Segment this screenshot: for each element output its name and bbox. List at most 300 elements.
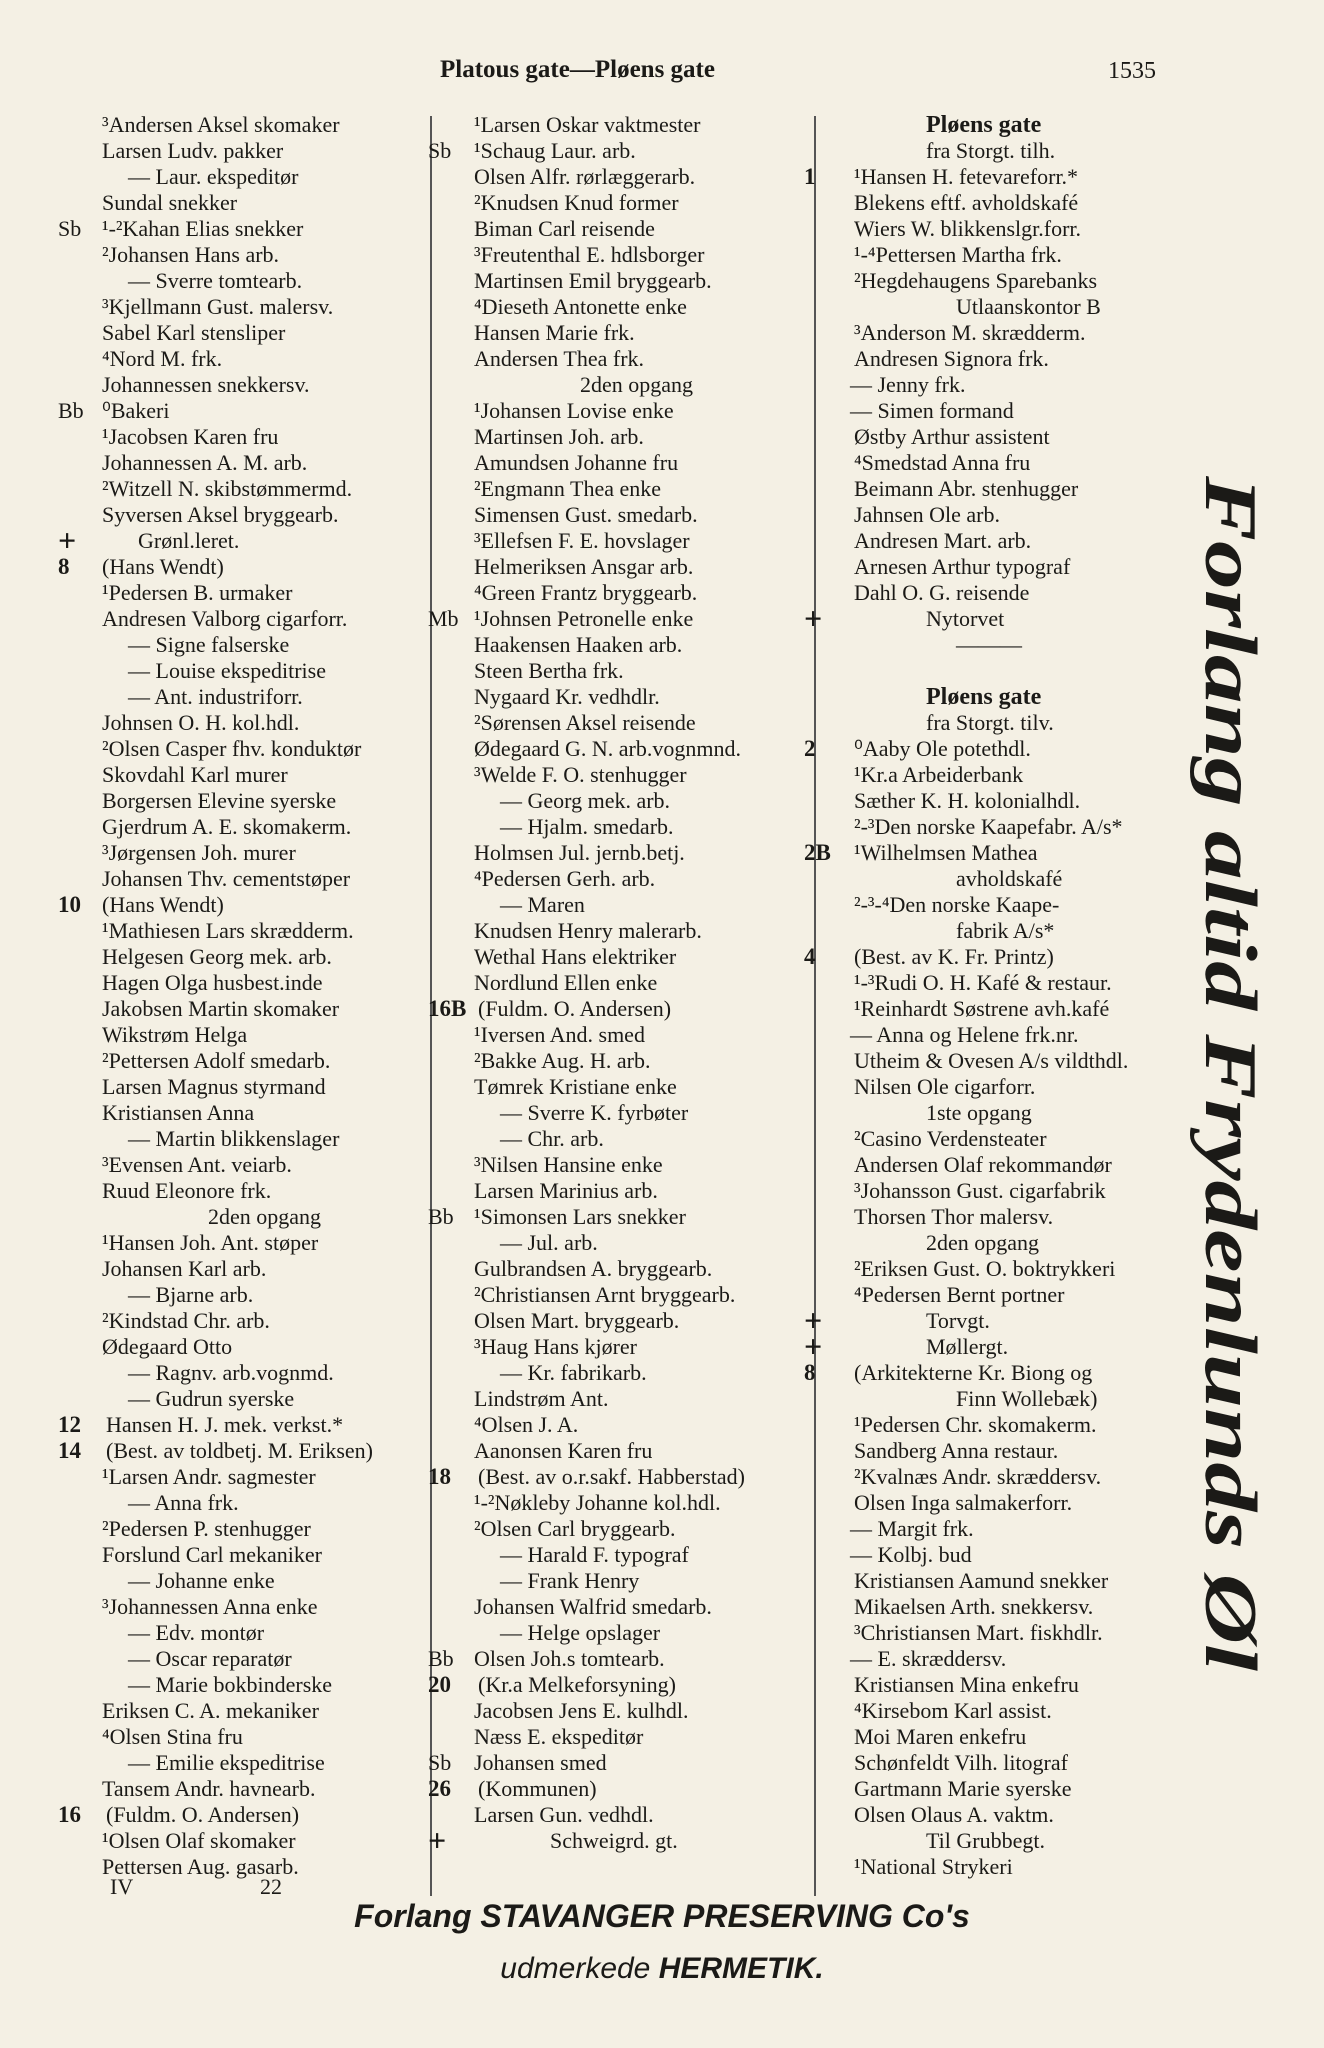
entry-text: Østby Arthur assistent [854,424,1050,449]
entry-text: (Best. av K. Fr. Printz) [854,944,1054,969]
directory-entry [430,1100,810,1126]
entry-text: ²-³-⁴Den norske Kaape- [854,892,1060,917]
directory-entry [806,1776,1180,1802]
entry-text: Nordlund Ellen enke [474,970,658,995]
directory-entry [58,918,436,944]
entry-text: Gjerdrum A. E. skomakerm. [102,814,352,839]
house-number: Bb [58,398,84,423]
house-number: Bb [428,1204,454,1229]
entry-text: Kristiansen Mina enkefru [854,1672,1079,1697]
directory-entry [430,788,810,814]
directory-entry [430,892,810,918]
entry-text: (Fuldm. O. Andersen) [106,1802,300,1827]
entry-text: ²Johansen Hans arb. [102,242,280,267]
entry-text: Larsen Gun. vedhdl. [474,1802,654,1827]
entry-text: Andresen Signora frk. [854,346,1049,371]
entry-text: 2den opgang [208,1204,322,1229]
directory-entry [806,190,1180,216]
entry-text: Utlaanskontor B [956,294,1101,319]
entry-text: — Kolbj. bud [850,1542,972,1567]
directory-entry [430,476,810,502]
directory-entry [806,1126,1180,1152]
cross-street-marker: + [58,522,77,558]
house-number: 26 [428,1776,451,1801]
directory-entry [806,1204,1180,1230]
directory-entry [58,1542,436,1568]
entry-text: (Best. av toldbetj. M. Eriksen) [106,1438,374,1463]
entry-text: Olsen Olaus A. vaktm. [854,1802,1054,1827]
directory-entry [58,710,436,736]
entry-text: Andersen Olaf rekommandør [854,1152,1112,1177]
directory-entry [806,424,1180,450]
directory-entry [806,1542,1180,1568]
directory-entry [806,528,1180,554]
directory-entry [58,1776,436,1802]
directory-entry [430,710,810,736]
directory-entry [58,554,436,580]
entry-text: Nygaard Kr. vedhdlr. [474,684,660,709]
entry-text: ²Engmann Thea enke [474,476,662,501]
directory-entry [430,1334,810,1360]
directory-entry [806,1828,1180,1854]
entry-text: Beimann Abr. stenhugger [854,476,1079,501]
cross-street-marker: + [804,1328,823,1364]
entry-text: Haakensen Haaken arb. [474,632,683,657]
directory-entry [58,1724,436,1750]
entry-text: ¹-²Kahan Elias snekker [102,216,304,241]
directory-entry [806,112,1180,138]
entry-text: (Arkitekterne Kr. Biong og [854,1360,1093,1385]
entry-text: — Johanne enke [128,1568,275,1593]
entry-text: Torvgt. [926,1308,990,1333]
entry-text: ¹-³Rudi O. H. Kafé & restaur. [854,970,1112,995]
entry-text: ¹-⁴Pettersen Martha frk. [854,242,1062,267]
directory-entry [430,970,810,996]
directory-entry [806,1386,1180,1412]
directory-entry [430,1412,810,1438]
directory-entry [58,268,436,294]
directory-entry [806,1152,1180,1178]
entry-text: ⁰Aaby Ole potethdl. [854,736,1031,761]
directory-entry [430,528,810,554]
entry-text: — Martin blikkenslager [128,1126,340,1151]
entry-text: — Harald F. typograf [500,1542,689,1567]
directory-entry [430,606,810,632]
entry-text: ³Welde F. O. stenhugger [474,762,687,787]
entry-text: Hansen Marie frk. [474,320,635,345]
entry-text: (Hans Wendt) [102,892,224,917]
directory-entry [430,164,810,190]
entry-text: ³Haug Hans kjører [474,1334,637,1359]
entry-text: Sundal snekker [102,190,238,215]
directory-entry [806,658,1180,684]
house-number: Sb [428,1750,452,1775]
entry-text: — Sverre tomtearb. [128,268,303,293]
directory-entry [806,1074,1180,1100]
directory-entry [430,320,810,346]
entry-text: 2den opgang [580,372,694,397]
house-number: 2B [804,840,831,865]
entry-text: ³Johannessen Anna enke [102,1594,318,1619]
directory-entry [806,580,1180,606]
entry-text: Martinsen Emil bryggearb. [474,268,712,293]
page-number: 1535 [1108,58,1156,84]
directory-entry [58,658,436,684]
directory-entry [430,1516,810,1542]
directory-entry [430,1282,810,1308]
directory-entry [806,1282,1180,1308]
directory-entry [806,1802,1180,1828]
directory-entry [430,554,810,580]
entry-text: — Oscar reparatør [128,1646,292,1671]
directory-entry [806,814,1180,840]
directory-entry [430,242,810,268]
directory-entry [806,138,1180,164]
entry-text: ²Knudsen Knud former [474,190,679,215]
directory-entry [806,450,1180,476]
directory-entry [428,1822,810,1858]
directory-entry [430,632,810,658]
entry-text: — Simen formand [850,398,1014,423]
entry-text: Schweigrd. gt. [550,1828,678,1853]
entry-text: ¹National Strykeri [854,1854,1013,1879]
directory-entry [58,242,436,268]
directory-entry [430,450,810,476]
vertical-advertisement [1188,476,1278,1676]
bottom-advertisement-line-1: Forlang STAVANGER PRESERVING Co's [354,1898,970,1934]
entry-text: — Maren [500,892,585,917]
directory-entry [806,1022,1180,1048]
directory-entry [806,1516,1180,1542]
entry-text: ¹Kr.a Arbeiderbank [854,762,1024,787]
directory-entry [58,1828,436,1854]
directory-entry [806,1412,1180,1438]
directory-entry [430,1698,810,1724]
entry-text: Borgersen Elevine syerske [102,788,337,813]
entry-text: Forslund Carl mekaniker [102,1542,322,1567]
directory-entry [806,866,1180,892]
entry-text: ²Olsen Carl bryggearb. [474,1516,676,1541]
entry-text: ²-³Den norske Kaapefabr. A/s* [854,814,1123,839]
entry-text: ³Evensen Ant. veiarb. [102,1152,292,1177]
directory-entry [58,606,436,632]
entry-text: ³Kjellmann Gust. malersv. [102,294,334,319]
entry-text: ¹Pedersen B. urmaker [102,580,293,605]
entry-text: ¹Jacobsen Karen fru [102,424,279,449]
directory-entry [58,424,436,450]
house-number: 2 [804,736,816,761]
entry-text: Helmeriksen Ansgar arb. [474,554,694,579]
directory-entry [58,1646,436,1672]
directory-entry [58,1360,436,1386]
directory-entry [430,1724,810,1750]
directory-entry [430,294,810,320]
directory-entry [430,1750,810,1776]
directory-entry [430,1178,810,1204]
entry-text: Nytorvet [926,606,1005,631]
entry-text: Larsen Ludv. pakker [102,138,284,163]
house-number: 1 [804,164,816,189]
entry-text: Finn Wollebæk) [956,1386,1098,1411]
entry-text: ¹Reinhardt Søstrene avh.kafé [854,996,1110,1021]
directory-entry [806,892,1180,918]
house-number: 16B [428,996,467,1021]
entry-text: Kristiansen Anna [102,1100,255,1125]
sheet-mark: IV [110,1874,134,1899]
entry-text: Skovdahl Karl murer [102,762,288,787]
entry-text: Næss E. ekspeditør [474,1724,644,1749]
directory-entry [806,1594,1180,1620]
directory-entry [58,580,436,606]
entry-text: (Hans Wendt) [102,554,224,579]
directory-entry [430,840,810,866]
entry-text: ⁴Dieseth Antonette enke [474,294,687,319]
directory-entry [58,190,436,216]
directory-entry [430,1126,810,1152]
directory-entry [58,1672,436,1698]
entry-text: — Laur. ekspeditør [128,164,299,189]
entry-text: Sandberg Anna restaur. [854,1438,1059,1463]
street-heading: Pløens gate [926,112,1042,138]
entry-text: Johansen smed [474,1750,607,1775]
directory-entry [58,522,436,558]
entry-text: Andersen Thea frk. [474,346,645,371]
directory-entry [806,944,1180,970]
entry-text: — Ragnv. arb.vognmd. [128,1360,334,1385]
directory-entry [806,1672,1180,1698]
directory-entry [806,1230,1180,1256]
directory-entry [58,1802,436,1828]
entry-text: ⁴Olsen Stina fru [102,1724,243,1749]
directory-entry [806,1620,1180,1646]
directory-entry [806,840,1180,866]
entry-text: ⁴Green Frantz bryggearb. [474,580,698,605]
house-number: Mb [428,606,459,631]
directory-entry [58,814,436,840]
entry-text: ¹Mathiesen Lars skrædderm. [102,918,354,943]
directory-entry [58,1594,436,1620]
entry-text: Pettersen Aug. gasarb. [102,1854,299,1879]
directory-entry [806,242,1180,268]
directory-entry [806,1724,1180,1750]
directory-entry [430,1490,810,1516]
entry-text: Martinsen Joh. arb. [474,424,644,449]
sheet-number: 22 [260,1874,282,1899]
entry-text: Ødegaard Otto [102,1334,233,1359]
cross-street-marker: + [804,600,823,636]
directory-entry [58,1074,436,1100]
directory-entry [430,1360,810,1386]
entry-text: ²Bakke Aug. H. arb. [474,1048,651,1073]
house-number: 12 [58,1412,81,1437]
directory-entry [430,1542,810,1568]
entry-text: — Hjalm. smedarb. [500,814,674,839]
directory-entry [806,320,1180,346]
directory-entry [58,1438,436,1464]
entry-text: ⁰Bakeri [102,398,170,423]
directory-entry [430,1152,810,1178]
entry-text: ²Pettersen Adolf smedarb. [102,1048,331,1073]
directory-entry [430,1308,810,1334]
vertical-ad-svg [1188,476,1278,1676]
entry-text: ²Eriksen Gust. O. boktrykkeri [854,1256,1116,1281]
directory-entry [58,1412,436,1438]
house-number: 16 [58,1802,81,1827]
directory-entry [430,216,810,242]
directory-entry [804,1302,1180,1338]
entry-text: Johannessen snekkersv. [102,372,310,397]
entry-text: ¹-²Nøkleby Johanne kol.hdl. [474,1490,721,1515]
entry-text: Larsen Magnus styrmand [102,1074,326,1099]
directory-entry [58,970,436,996]
entry-text: ⁴Olsen J. A. [474,1412,579,1437]
directory-entry [430,1074,810,1100]
directory-entry [58,762,436,788]
entry-text: 2den opgang [926,1230,1040,1255]
directory-entry [806,1490,1180,1516]
directory-entry [58,788,436,814]
entry-text: Gulbrandsen A. bryggearb. [474,1256,713,1281]
directory-entry [806,970,1180,996]
directory-entry [806,1698,1180,1724]
directory-entry [806,1568,1180,1594]
directory-entry [58,320,436,346]
entry-text: — E. skræddersv. [850,1646,1007,1671]
directory-entry [430,1022,810,1048]
directory-entry [430,1386,810,1412]
entry-text: ³Andersen Aksel skomaker [102,112,340,137]
directory-entry [58,1308,436,1334]
directory-entry [806,632,1180,658]
entry-text: Steen Bertha frk. [474,658,624,683]
entry-text: Olsen Inga salmakerforr. [854,1490,1073,1515]
directory-entry [430,1802,810,1828]
entry-text: ²Pedersen P. stenhugger [102,1516,311,1541]
directory-entry [806,1048,1180,1074]
directory-entry [58,866,436,892]
entry-text: Holmsen Jul. jernb.betj. [474,840,685,865]
entry-text: Mikaelsen Arth. snekkersv. [854,1594,1094,1619]
directory-entry [58,1334,436,1360]
entry-text: ³Jørgensen Joh. murer [102,840,296,865]
directory-entry [430,268,810,294]
directory-entry [58,1100,436,1126]
directory-entry [430,1438,810,1464]
directory-entry [806,1360,1180,1386]
entry-text: Johansen Walfrid smedarb. [474,1594,712,1619]
page-header [0,56,1324,90]
directory-entry [58,1282,436,1308]
directory-entry [58,684,436,710]
entry-text: fabrik A/s* [956,918,1055,943]
ad-line2-emphasis: HERMETIK. [658,1952,824,1985]
entry-text: ²Casino Verdensteater [854,1126,1047,1151]
entry-text: Hagen Olga husbest.inde [102,970,323,995]
directory-entry [806,710,1180,736]
entry-text: Kristiansen Aamund snekker [854,1568,1109,1593]
directory-entry [430,1776,810,1802]
directory-entry [806,1854,1180,1880]
entry-text: Aanonsen Karen fru [474,1438,653,1463]
entry-text: ⁴Kirsebom Karl assist. [854,1698,1052,1723]
directory-entry [58,1568,436,1594]
directory-entry [430,190,810,216]
entry-text: (Fuldm. O. Andersen) [478,996,672,1021]
directory-entry [58,996,436,1022]
directory-entry [430,1646,810,1672]
page-title: Platous gate—Pløens gate [440,56,715,83]
entry-text: Olsen Alfr. rørlæggerarb. [474,164,696,189]
house-number: 10 [58,892,81,917]
directory-entry [806,216,1180,242]
entry-text: — Louise ekspeditrise [128,658,326,683]
directory-entry [58,112,436,138]
directory-entry [430,1568,810,1594]
entry-text: Moi Maren enkefru [854,1724,1027,1749]
entry-text: — Emilie ekspeditrise [128,1750,325,1775]
entry-text: ¹Wilhelmsen Mathea [854,840,1038,865]
directory-entry [804,1328,1180,1364]
directory-entry [806,1438,1180,1464]
directory-entry [58,216,436,242]
directory-entry [430,502,810,528]
column-3 [806,112,1180,1880]
entry-text: ——— [956,632,1022,657]
entry-text: fra Storgt. tilh. [926,138,1056,163]
house-number: 8 [804,1360,816,1385]
entry-text: ¹Olsen Olaf skomaker [102,1828,296,1853]
cross-street-marker: + [428,1822,447,1858]
entry-text: Lindstrøm Ant. [474,1386,609,1411]
entry-text: (Best. av o.r.sakf. Habberstad) [478,1464,745,1489]
entry-text: ⁴Pedersen Bernt portner [854,1282,1065,1307]
entry-text: Blekens eftf. avholdskafé [854,190,1079,215]
directory-entry [806,996,1180,1022]
directory-entry [806,1750,1180,1776]
directory-entry [58,502,436,528]
entry-text: ⁴Pedersen Gerh. arb. [474,866,656,891]
directory-entry [430,1230,810,1256]
entry-text: ¹Johnsen Petronelle enke [474,606,694,631]
directory-entry [58,1516,436,1542]
entry-text: ⁴Nord M. frk. [102,346,223,371]
house-number: Sb [58,216,82,241]
directory-entry [58,1386,436,1412]
directory-entry [58,164,436,190]
house-number: 18 [428,1464,451,1489]
entry-text: Dahl O. G. reisende [854,580,1030,605]
entry-text: Jakobsen Martin skomaker [102,996,340,1021]
directory-entry [806,1464,1180,1490]
entry-text: — Helge opslager [500,1620,661,1645]
directory-entry [806,684,1180,710]
entry-text: Helgesen Georg mek. arb. [102,944,332,969]
entry-text: ¹Hansen Joh. Ant. støper [102,1230,319,1255]
directory-entry [806,294,1180,320]
directory-entry [430,1620,810,1646]
entry-text: — Georg mek. arb. [500,788,671,813]
entry-text: — Edv. montør [128,1620,265,1645]
entry-text: ¹Hansen H. fetevareforr.* [854,164,1079,189]
entry-text: Til Grubbegt. [926,1828,1045,1853]
directory-entry [58,1022,436,1048]
entry-text: — Jul. arb. [500,1230,598,1255]
directory-entry [806,164,1180,190]
directory-entry [58,398,436,424]
house-number: 4 [804,944,816,969]
entry-text: ⁴Smedstad Anna fru [854,450,1031,475]
directory-entry [58,1152,436,1178]
